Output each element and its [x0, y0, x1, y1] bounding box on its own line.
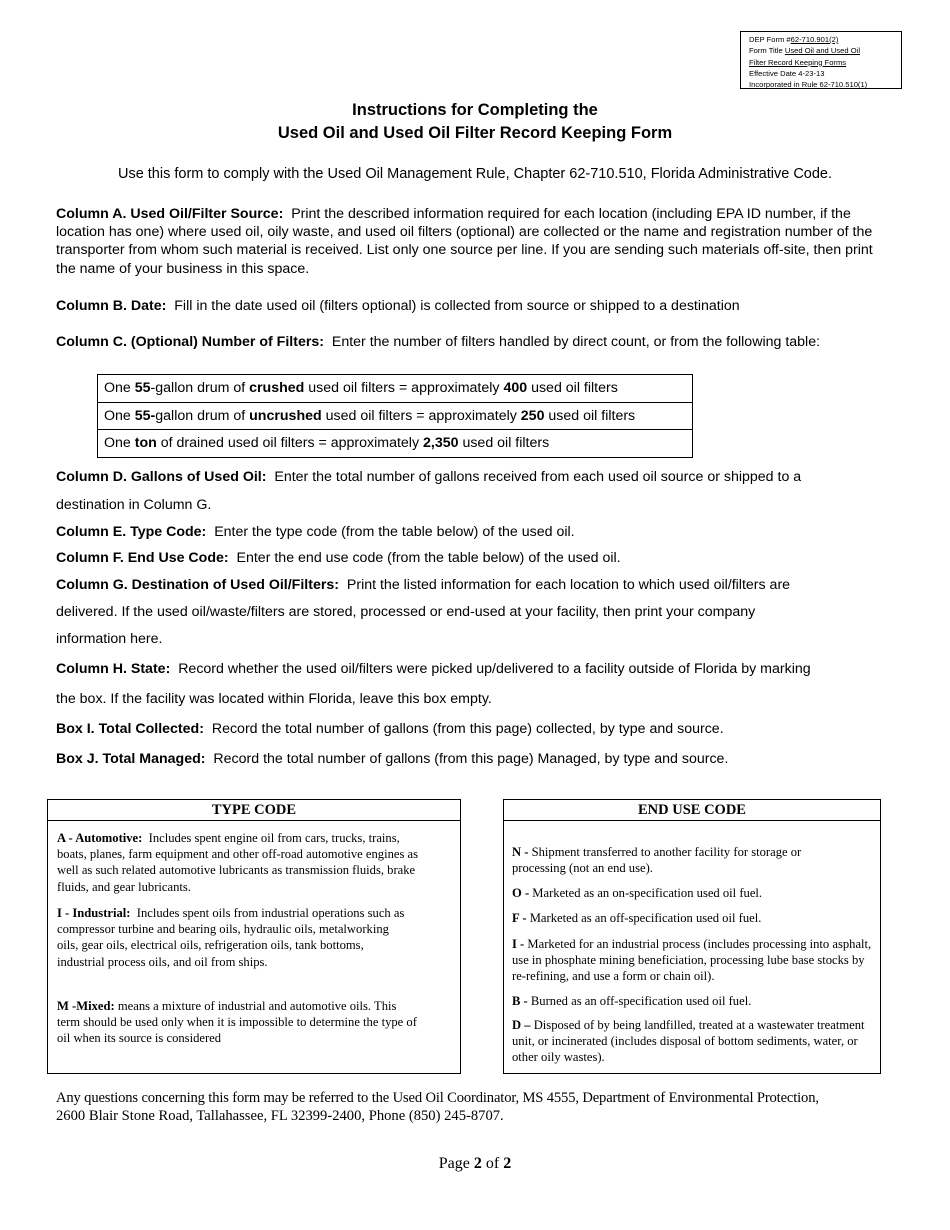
box-j-instruction — [56, 751, 906, 767]
column-a-instruction — [56, 205, 896, 278]
end-use-code-f: F - Marketed as an off-specification used oil fuel. — [512, 911, 762, 925]
page-title-line2: Used Oil and Used Oil Filter Record Keeping Form — [277, 124, 673, 142]
column-e-label: Column E. Type Code: — [56, 524, 207, 540]
end-use-code-d: D – Disposed of by being landfilled, treated at a wastewater treatment unit, or incinerated (includes disposal of bottom sediments, water, or other oily wastes). — [512, 1018, 865, 1065]
incorporated-rule: Incorporated in Rule 62-710.510(1) — [749, 80, 868, 90]
intro-text: Use this form to comply with the Used Oil Management Rule, Chapter 62-710.510, Florida Administrative Code. — [117, 166, 833, 182]
column-d-instruction — [56, 469, 906, 485]
column-a-label: Column A. Used Oil/Filter Source: — [56, 206, 284, 222]
column-a-text: Print the described information required for each location (including EPA ID number, if the location has one) where used oil, oily waste, and used oil filters (optional) are collected or the name and registration number of the transporter from whom such material is received. List only one source per line. If you are sending such materials off-site, then print the name of your business in this space. — [56, 206, 873, 277]
contact-info-line2: 2600 Blair Stone Road, Tallahassee, FL 32399-2400, Phone (850) 245-8707. — [56, 1108, 504, 1124]
column-h-instruction — [56, 661, 906, 677]
column-c-instruction — [56, 334, 906, 350]
end-use-code-o: O - Marketed as an on-specification used oil fuel. — [512, 886, 763, 900]
table-row — [98, 375, 693, 403]
end-use-code-n: N - Shipment transferred to another facility for storage or processing (not an end use). — [512, 845, 802, 876]
box-j-label: Box J. Total Managed: — [56, 751, 206, 767]
box-i-instruction — [56, 721, 906, 737]
column-d-label: Column D. Gallons of Used Oil: — [56, 469, 267, 485]
column-f-text: Enter the end use code (from the table below) of the used oil. — [236, 550, 621, 566]
filter-conversion-table — [97, 374, 693, 458]
column-h-label: Column H. State: — [56, 661, 171, 677]
table-cell: One ton of drained used oil filters = approximately 2,350 used oil filters — [98, 430, 693, 458]
column-g-instruction — [56, 577, 906, 593]
end-use-code-b: B - Burned as an off-specification used oil fuel. — [512, 994, 752, 1008]
form-number-label: DEP Form # — [749, 35, 791, 44]
form-title-label: Form Title — [749, 46, 785, 56]
table-row — [98, 402, 693, 430]
column-f-label: Column F. End Use Code: — [56, 550, 229, 566]
column-h-text-cont: the box. If the facility was located within Florida, leave this box empty. — [56, 691, 492, 707]
type-code-box — [47, 799, 461, 1074]
form-number: 62-710.901(2) — [790, 35, 839, 44]
box-i-text: Record the total number of gallons (from this page) collected, by type and source. — [211, 721, 724, 737]
page-number: Page 2 of 2 — [438, 1155, 512, 1172]
column-c-label: Column C. (Optional) Number of Filters: — [56, 334, 324, 350]
column-b-instruction — [56, 298, 906, 314]
column-c-text: Enter the number of filters handled by direct count, or from the following table: — [331, 334, 821, 350]
column-h-text: Record whether the used oil/filters were picked up/delivered to a facility outside of Florida by marking — [178, 661, 811, 677]
end-use-code-i: I - Marketed for an industrial process (includes processing into asphalt, use in phosphate mining beneficiation, processing lube base stocks by re-refining, and use a form or chain oil). — [512, 937, 872, 984]
column-g-text: Print the listed information for each location to which used oil/filters are — [346, 577, 791, 593]
contact-info-line1: Any questions concerning this form may be referred to the Used Oil Coordinator, MS 4555, Department of Environmental Protection, — [56, 1090, 819, 1106]
column-e-text: Enter the type code (from the table below) of the used oil. — [214, 524, 575, 540]
end-use-code-box — [503, 799, 881, 1074]
form-title-cont: Filter Record Keeping Forms — [749, 57, 847, 67]
end-use-code-header: END USE CODE — [504, 800, 880, 821]
column-g-label: Column G. Destination of Used Oil/Filters: — [56, 577, 339, 593]
form-title: Used Oil and Used Oil — [784, 46, 861, 56]
type-code-industrial: I - Industrial: Includes spent oils from industrial operations such as compressor turbine and bearing oils, hydraulic oils, metalworking oils, gear oils, electrical oils, refrigeration oils, tank bottoms, industrial process oils, and oil from ships. — [57, 906, 405, 969]
column-g-text-cont: delivered. If the used oil/waste/filters are stored, processed or end-used at your facility, then print your company — [56, 604, 756, 620]
column-g-text-cont2: information here. — [56, 631, 163, 647]
box-i-label: Box I. Total Collected: — [56, 721, 204, 737]
box-j-text: Record the total number of gallons (from this page) Managed, by type and source. — [213, 751, 729, 767]
column-f-instruction — [56, 550, 906, 566]
table-cell: One 55-gallon drum of crushed used oil filters = approximately 400 used oil filters — [98, 375, 693, 403]
column-b-label: Column B. Date: — [56, 298, 167, 314]
table-row — [98, 430, 693, 458]
page-title-line1: Instructions for Completing the — [352, 101, 598, 119]
column-d-text: Enter the total number of gallons received from each used oil source or shipped to a — [274, 469, 802, 485]
type-code-automotive: A - Automotive: Includes spent engine oil from cars, trucks, trains, boats, planes, farm equipment and other off-road automotive engines as well as such related automotive lubricants as transmission fluids, brake fluids, and gear lubricants. — [57, 831, 419, 894]
type-code-mixed: M -Mixed: means a mixture of industrial and automotive oils. This term should be used only when it is impossible to determine the type of oil when its source is considered — [57, 999, 417, 1046]
type-code-header: TYPE CODE — [48, 800, 460, 821]
form-id-box — [740, 31, 902, 89]
column-d-text-cont: destination in Column G. — [56, 497, 212, 513]
effective-date: Effective Date 4-23-13 — [749, 68, 825, 78]
column-e-instruction — [56, 524, 906, 540]
table-cell: One 55-gallon drum of uncrushed used oil filters = approximately 250 used oil filters — [98, 402, 693, 430]
column-b-text: Fill in the date used oil (filters optional) is collected from source or shipped to a destination — [174, 298, 740, 314]
